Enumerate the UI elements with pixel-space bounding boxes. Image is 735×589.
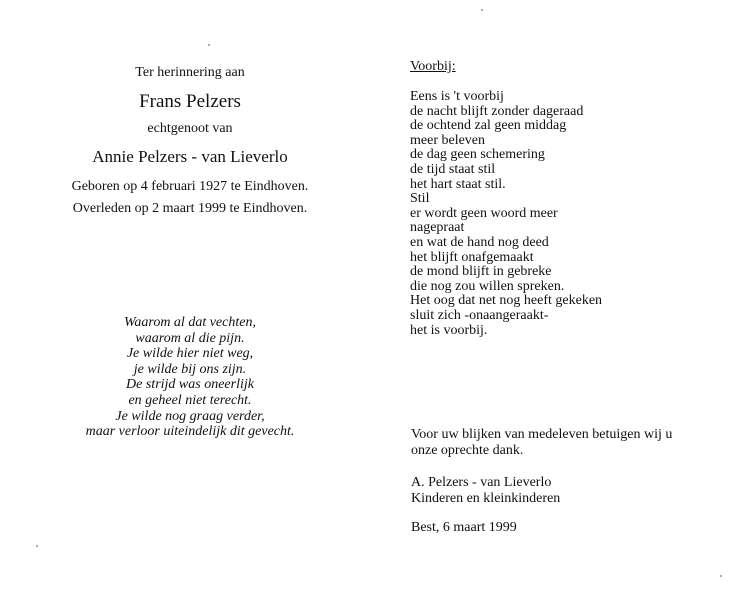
signature-line: Kinderen en kleinkinderen <box>411 491 561 506</box>
poem-line: je wilde bij ons zijn. <box>133 361 247 377</box>
poem-line: de tijd staat stil <box>410 161 496 177</box>
poem-line: en geheel niet terecht. <box>128 392 252 408</box>
poem-heading: Voorbij: <box>410 59 456 74</box>
poem-line: Het oog dat net nog heeft gekeken <box>410 293 603 309</box>
poem-line: het is voorbij. <box>410 322 488 338</box>
thanks-text <box>411 427 721 459</box>
poem-line: het blijft onafgemaakt <box>410 249 534 265</box>
spouse-name: Annie Pelzers - van Lieverlo <box>92 147 288 166</box>
birth-line: Geboren op 4 februari 1927 te Eindhoven. <box>71 179 309 194</box>
poem-line: Eens is 't voorbij <box>410 89 504 104</box>
poem-line: meer beleven <box>410 132 486 148</box>
poem-line: de dag geen schemering <box>410 147 545 163</box>
life-dates <box>40 176 340 220</box>
intro-text: Ter herinnering aan <box>135 65 245 80</box>
poem-line: Waarom al dat vechten, <box>124 315 256 330</box>
death-line: Overleden op 2 maart 1999 te Eindhoven. <box>72 201 308 216</box>
poem-line: Je wilde nog graag verder, <box>115 408 265 424</box>
thanks-line: Voor uw blijken van medeleven betuigen wij u <box>411 427 673 442</box>
poem-line: maar verloor uiteindelijk dit gevecht. <box>85 424 295 440</box>
poem-line: Je wilde hier niet weg, <box>126 346 254 362</box>
poem-line: de ochtend zal geen middag <box>410 118 567 134</box>
poem-line: die nog zou willen spreken. <box>410 278 565 294</box>
left-poem <box>40 315 340 440</box>
poem-line: er wordt geen woord meer <box>410 205 558 221</box>
right-panel <box>410 58 720 338</box>
poem-line: de mond blijft in gebreke <box>410 264 552 280</box>
signature-block <box>411 475 721 507</box>
poem-line: en wat de hand nog deed <box>410 234 549 250</box>
poem-line: het hart staat stil. <box>410 176 506 192</box>
deceased-name: Frans Pelzers <box>139 91 241 112</box>
paper-speck <box>208 44 210 46</box>
paper-speck <box>36 545 38 547</box>
left-panel <box>40 60 340 220</box>
thanks-line: onze oprechte dank. <box>411 443 524 458</box>
poem-line: nagepraat <box>410 220 465 236</box>
poem-line: de nacht blijft zonder dageraad <box>410 103 584 119</box>
right-poem <box>410 90 720 338</box>
signature-line: A. Pelzers - van Lieverlo <box>411 475 552 490</box>
poem-line: Stil <box>410 191 430 207</box>
paper-speck <box>720 575 722 577</box>
poem-line: waarom al die pijn. <box>135 330 245 346</box>
place-date: Best, 6 maart 1999 <box>411 520 517 535</box>
paper-speck <box>481 9 483 11</box>
poem-line: De strijd was oneerlijk <box>126 377 254 393</box>
poem-line: sluit zich -onaangeraakt- <box>410 307 549 323</box>
relation-text: echtgenoot van <box>147 121 233 136</box>
